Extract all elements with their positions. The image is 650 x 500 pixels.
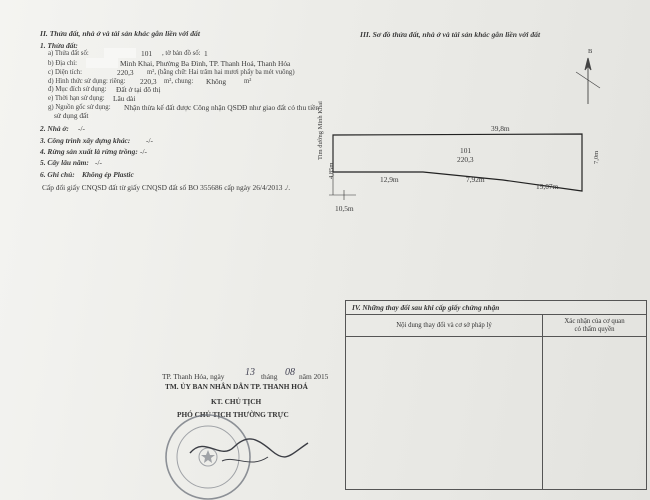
- dim-bottom-2: 7,92m: [466, 175, 485, 184]
- road-name: Tim đường Minh Khai: [317, 101, 324, 160]
- perennial-trees-label: 5. Cây lâu năm:: [40, 158, 89, 167]
- usage-private-value: 220,3: [140, 77, 157, 86]
- map-sheet-label: , tờ bản đồ số:: [162, 50, 201, 57]
- usage-shared-unit: m²: [244, 78, 252, 85]
- changes-table: [345, 300, 647, 490]
- signatory-kt: KT. CHỦ TỊCH: [211, 397, 262, 406]
- origin-label: g) Nguồn gốc sử dụng:: [48, 104, 111, 111]
- section-3-title: III. Sơ đồ thửa đất, nhà ở và tài sản khác gắn liền với đất: [360, 30, 541, 39]
- term-value: Lâu dài: [113, 94, 136, 103]
- parcel-number-label: a) Thửa đất số:: [48, 50, 89, 57]
- usage-form-label: d) Hình thức sử dụng: riêng:: [48, 78, 126, 85]
- sign-date-place: TP. Thanh Hóa, ngày: [162, 372, 225, 381]
- other-construction-label: 3. Công trình xây dựng khác:: [40, 136, 131, 145]
- address-value: Minh Khai, Phường Ba Đình, TP. Thanh Hoá, Thanh Hóa: [120, 59, 291, 68]
- dim-right: 7,0m: [593, 150, 600, 164]
- area-value: 220,3: [117, 68, 134, 77]
- authority-header-line-1: Xác nhận của cơ quan: [564, 317, 625, 325]
- origin-value-continued: sử dụng đất: [54, 111, 89, 120]
- note-value: Không ép Plastic: [82, 170, 134, 179]
- changes-content-cell: [346, 337, 543, 490]
- note-label: 6. Ghi chú:: [40, 170, 75, 179]
- reissue-note: Cấp đổi giấy CNQSD đất từ giấy CNQSD đất số BO 355686 cấp ngày 26/4/2013 ./.: [42, 183, 291, 192]
- other-construction-value: -/-: [146, 136, 153, 145]
- planted-forest-label: 4. Rừng sản xuất là rừng trồng:: [40, 147, 138, 156]
- parcel-heading: 1. Thửa đất:: [40, 41, 78, 50]
- sign-month-label: tháng: [261, 372, 278, 381]
- north-label: B: [588, 48, 593, 55]
- parcel-number: 101: [141, 49, 153, 58]
- planted-forest-value: -/-: [140, 147, 147, 156]
- issuing-authority: TM. ỦY BAN NHÂN DÂN TP. THANH HOÁ: [165, 382, 308, 391]
- diagram-parcel-number: 101: [460, 146, 472, 155]
- address-label: b) Địa chỉ:: [48, 60, 78, 67]
- purpose-value: Đất ở tại đô thị: [116, 85, 161, 94]
- dim-bottom-1: 12,9m: [380, 175, 399, 184]
- authority-header-line-2: có thẩm quyền: [574, 325, 615, 333]
- dim-setback: 10,5m: [335, 204, 354, 213]
- usage-shared-value: Không: [206, 77, 227, 86]
- section-2-title: II. Thửa đất, nhà ở và tài sản khác gắn liền với đất: [40, 29, 200, 38]
- changes-content-header: Nội dung thay đổi và cơ sở pháp lý: [346, 315, 543, 337]
- term-label: e) Thời hạn sử dụng:: [48, 95, 105, 102]
- sign-month: 08: [285, 367, 295, 378]
- area-label: c) Diện tích:: [48, 69, 82, 76]
- signatory-role: PHÓ CHỦ TỊCH THƯỜNG TRỰC: [177, 410, 289, 419]
- sign-day: 13: [245, 367, 255, 378]
- dim-bottom-3: 19,07m: [536, 182, 559, 191]
- dim-top: 39,8m: [491, 124, 510, 133]
- usage-shared-label: m², chung:: [164, 78, 194, 85]
- dim-left: 4,85m: [328, 162, 335, 179]
- official-seal-and-signature: [150, 395, 320, 500]
- diagram-area: 220,3: [457, 155, 474, 164]
- house-label: 2. Nhà ở:: [40, 124, 69, 133]
- area-in-words: m², (bằng chữ: Hai trăm hai mươi phẩy ba mét vuông): [147, 69, 295, 76]
- compass-icon: [576, 58, 600, 104]
- origin-value: Nhận thừa kế đất được Công nhận QSDĐ như giao đất có thu tiền: [124, 103, 320, 112]
- purpose-label: đ) Mục đích sử dụng:: [48, 86, 107, 93]
- sign-year: năm 2015: [299, 372, 329, 381]
- seal-icon: [166, 415, 250, 499]
- authority-confirmation-header: [543, 315, 647, 337]
- map-sheet-number: 1: [204, 49, 208, 58]
- authority-confirmation-cell: [543, 337, 647, 490]
- section-4-title: IV. Những thay đổi sau khi cấp giấy chứng nhận: [346, 301, 647, 315]
- house-value: -/-: [78, 124, 85, 133]
- perennial-trees-value: -/-: [95, 158, 102, 167]
